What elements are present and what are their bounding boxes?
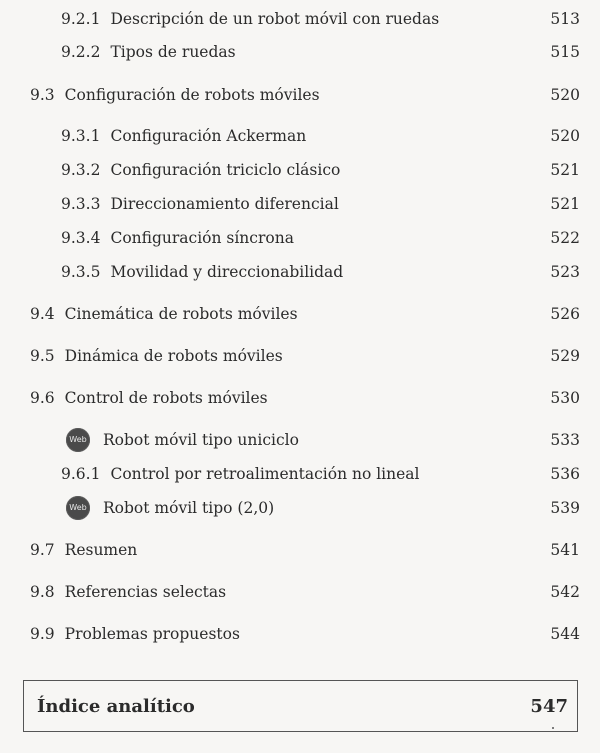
section-number: 9.3	[30, 86, 55, 104]
section-title: Robot móvil tipo uniciclo	[103, 431, 299, 449]
toc-entry-web-tipo-2-0[interactable]	[0, 496, 600, 520]
page-number: 520	[550, 127, 580, 145]
index-title: Índice analítico	[37, 695, 195, 717]
section-title: Movilidad y direccionabilidad	[110, 263, 344, 281]
toc-entry-label	[61, 192, 339, 216]
section-title: Descripción de un robot móvil con ruedas	[110, 10, 440, 28]
section-number: 9.8	[30, 583, 55, 601]
page-number: 515	[550, 43, 580, 61]
section-number: 9.2.1	[61, 10, 101, 28]
section-title: Referencias selectas	[64, 583, 227, 601]
toc-entry-label	[61, 158, 340, 182]
section-title: Configuración triciclo clásico	[110, 161, 341, 179]
toc-entry-label	[61, 260, 343, 284]
section-title: Control por retroalimentación no lineal	[110, 465, 420, 483]
toc-entry-label	[30, 622, 240, 646]
section-title: Cinemática de robots móviles	[64, 305, 298, 323]
page-number: 533	[550, 431, 580, 449]
toc-entry-9-3-4[interactable]	[0, 226, 600, 250]
section-title: Tipos de ruedas	[110, 43, 236, 61]
toc-entry-9-2-2[interactable]	[0, 40, 600, 64]
toc-entry-label	[30, 302, 298, 326]
section-number: 9.2.2	[61, 43, 101, 61]
toc-entry-9-3-2[interactable]	[0, 158, 600, 182]
toc-entry-label	[30, 580, 226, 604]
section-number: 9.3.4	[61, 229, 101, 247]
toc-entry-label	[61, 124, 306, 148]
section-title: Control de robots móviles	[64, 389, 268, 407]
page-number: 529	[550, 347, 580, 365]
index-entry-box[interactable]	[23, 680, 578, 732]
section-number: 9.3.2	[61, 161, 101, 179]
toc-entry-label	[61, 462, 420, 486]
section-number: 9.3.3	[61, 195, 101, 213]
toc-entry-label	[30, 386, 268, 410]
toc-entry-9-9[interactable]	[0, 622, 600, 646]
toc-entry-label	[30, 83, 320, 107]
page-number: 522	[550, 229, 580, 247]
section-number: 9.3.1	[61, 127, 101, 145]
section-title: Robot móvil tipo (2,0)	[103, 499, 275, 517]
page-number: 526	[550, 305, 580, 323]
toc-entry-9-4[interactable]	[0, 302, 600, 326]
section-title: Dinámica de robots móviles	[64, 347, 283, 365]
toc-entry-9-5[interactable]	[0, 344, 600, 368]
page-number: 530	[550, 389, 580, 407]
toc-entry-label	[30, 538, 137, 562]
toc-entry-label	[61, 226, 294, 250]
toc-entry-9-8[interactable]	[0, 580, 600, 604]
page-number: 523	[550, 263, 580, 281]
toc-entry-label	[61, 7, 439, 31]
toc-entry-9-7[interactable]	[0, 538, 600, 562]
page-number: 513	[550, 10, 580, 28]
section-title: Configuración de robots móviles	[64, 86, 320, 104]
page-number: 521	[550, 195, 580, 213]
toc-entry-web-uniciclo[interactable]	[0, 428, 600, 452]
section-number: 9.5	[30, 347, 55, 365]
toc-entry-9-3-3[interactable]	[0, 192, 600, 216]
toc-entry-9-6[interactable]	[0, 386, 600, 410]
toc-entry-9-2-1[interactable]	[0, 7, 600, 31]
section-number: 9.4	[30, 305, 55, 323]
section-title: Resumen	[64, 541, 138, 559]
page-number: 544	[550, 625, 580, 643]
section-title: Problemas propuestos	[64, 625, 240, 643]
section-title: Configuración Ackerman	[110, 127, 307, 145]
toc-entry-9-6-1[interactable]	[0, 462, 600, 486]
toc-entry-9-3-5[interactable]	[0, 260, 600, 284]
page-number: 521	[550, 161, 580, 179]
section-title: Direccionamiento diferencial	[110, 195, 339, 213]
web-icon: Web	[66, 496, 90, 520]
page-number: 520	[550, 86, 580, 104]
section-number: 9.9	[30, 625, 55, 643]
page-number: 539	[550, 499, 580, 517]
print-speck	[552, 727, 554, 729]
toc-entry-9-3-1[interactable]	[0, 124, 600, 148]
section-number: 9.6.1	[61, 465, 101, 483]
section-number: 9.3.5	[61, 263, 101, 281]
toc-entry-label	[63, 428, 299, 452]
section-number: 9.7	[30, 541, 55, 559]
toc-entry-label	[30, 344, 283, 368]
web-icon: Web	[66, 428, 90, 452]
toc-entry-label	[63, 496, 274, 520]
toc-entry-label	[61, 40, 236, 64]
index-page-number: 547	[530, 695, 568, 717]
section-number: 9.6	[30, 389, 55, 407]
toc-entry-9-3[interactable]	[0, 83, 600, 107]
section-title: Configuración síncrona	[110, 229, 294, 247]
page-number: 542	[550, 583, 580, 601]
page-number: 536	[550, 465, 580, 483]
page-number: 541	[550, 541, 580, 559]
